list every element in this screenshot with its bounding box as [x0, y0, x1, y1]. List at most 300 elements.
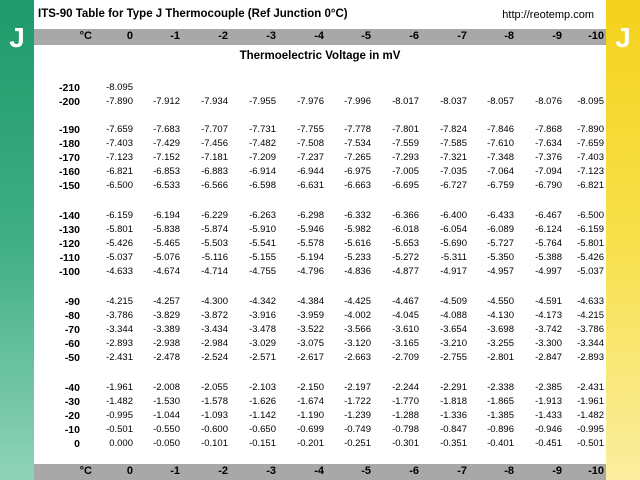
voltage-cell: -7.403: [106, 138, 133, 149]
voltage-cell: -1.482: [577, 410, 604, 421]
voltage-cell: -0.798: [392, 424, 419, 435]
voltage-cell: -3.210: [440, 338, 467, 349]
table-row: [34, 238, 606, 250]
table-row: [34, 266, 606, 278]
voltage-cell: -5.116: [201, 252, 228, 263]
voltage-cell: -7.868: [535, 124, 562, 135]
row-temperature-label: -60: [64, 338, 80, 350]
voltage-cell: -5.801: [106, 224, 133, 235]
voltage-cell: -3.698: [487, 324, 514, 335]
voltage-cell: -0.946: [535, 424, 562, 435]
voltage-cell: -7.035: [440, 166, 467, 177]
voltage-cell: -7.123: [577, 166, 604, 177]
voltage-cell: -3.075: [297, 338, 324, 349]
voltage-cell: -7.348: [487, 152, 514, 163]
voltage-cell: -1.142: [249, 410, 276, 421]
voltage-cell: -6.975: [344, 166, 371, 177]
voltage-cell: -6.159: [577, 224, 604, 235]
row-temperature-label: -150: [58, 180, 80, 192]
voltage-cell: -6.500: [577, 210, 604, 221]
voltage-cell: -7.659: [106, 124, 133, 135]
voltage-cell: -2.431: [106, 352, 133, 363]
voltage-cell: -4.173: [535, 310, 562, 321]
voltage-cell: -3.829: [153, 310, 180, 321]
voltage-cell: -4.997: [535, 266, 562, 277]
voltage-cell: -7.824: [440, 124, 467, 135]
voltage-cell: -2.984: [201, 338, 228, 349]
voltage-cell: -4.002: [344, 310, 371, 321]
table-row: [34, 382, 606, 394]
row-temperature-label: -190: [58, 124, 80, 136]
right-type-letter: J: [615, 22, 631, 53]
voltage-cell: -0.451: [535, 438, 562, 449]
voltage-cell: -0.995: [577, 424, 604, 435]
voltage-cell: -2.524: [201, 352, 228, 363]
row-temperature-label: -210: [58, 82, 80, 94]
voltage-cell: -4.591: [535, 296, 562, 307]
voltage-cell: -3.610: [392, 324, 419, 335]
voltage-cell: -4.714: [201, 266, 228, 277]
voltage-cell: -0.550: [153, 424, 180, 435]
voltage-cell: -7.152: [153, 152, 180, 163]
voltage-cell: -7.890: [577, 124, 604, 135]
voltage-cell: -3.916: [249, 310, 276, 321]
header-top-col-5: -4: [314, 30, 324, 42]
voltage-cell: -3.120: [344, 338, 371, 349]
voltage-cell: -7.429: [153, 138, 180, 149]
voltage-cell: -6.883: [201, 166, 228, 177]
voltage-cell: -8.095: [577, 96, 604, 107]
header-top-col-8: -7: [457, 30, 467, 42]
voltage-cell: -4.550: [487, 296, 514, 307]
header-top-col-1: 0: [126, 30, 133, 42]
voltage-cell: -7.890: [106, 96, 133, 107]
voltage-cell: -0.301: [392, 438, 419, 449]
row-temperature-label: -10: [64, 424, 80, 436]
voltage-cell: -2.008: [153, 382, 180, 393]
voltage-cell: -4.755: [249, 266, 276, 277]
voltage-cell: -3.029: [249, 338, 276, 349]
voltage-cell: -5.503: [201, 238, 228, 249]
voltage-cell: -4.300: [201, 296, 228, 307]
table-row: [34, 166, 606, 178]
voltage-cell: -5.426: [577, 252, 604, 263]
voltage-cell: -5.578: [297, 238, 324, 249]
voltage-cell: -6.821: [106, 166, 133, 177]
voltage-cell: -7.403: [577, 152, 604, 163]
voltage-cell: -0.600: [201, 424, 228, 435]
voltage-cell: -3.434: [201, 324, 228, 335]
voltage-cell: -5.350: [487, 252, 514, 263]
voltage-cell: -6.400: [440, 210, 467, 221]
voltage-cell: -1.433: [535, 410, 562, 421]
voltage-cell: -2.338: [487, 382, 514, 393]
voltage-table: [34, 0, 606, 480]
voltage-cell: -5.155: [249, 252, 276, 263]
voltage-cell: -5.874: [201, 224, 228, 235]
header-bottom-col-4: -3: [266, 465, 276, 477]
voltage-cell: -2.571: [249, 352, 276, 363]
header-top-col-7: -6: [409, 30, 419, 42]
table-row: [34, 396, 606, 408]
voltage-cell: -5.465: [153, 238, 180, 249]
header-bottom-col-3: -2: [218, 465, 228, 477]
voltage-cell: -7.996: [344, 96, 371, 107]
voltage-cell: -7.376: [535, 152, 562, 163]
voltage-cell: -5.037: [577, 266, 604, 277]
voltage-cell: -0.749: [344, 424, 371, 435]
column-header-bottom: [34, 464, 606, 480]
row-temperature-label: -50: [64, 352, 80, 364]
row-temperature-label: -120: [58, 238, 80, 250]
voltage-cell: -2.150: [297, 382, 324, 393]
voltage-cell: -6.944: [297, 166, 324, 177]
voltage-cell: -7.683: [153, 124, 180, 135]
voltage-cell: -5.690: [440, 238, 467, 249]
table-row: [34, 82, 606, 94]
voltage-cell: -6.759: [487, 180, 514, 191]
voltage-cell: -3.478: [249, 324, 276, 335]
voltage-cell: -2.244: [392, 382, 419, 393]
source-url: http://reotemp.com: [502, 9, 594, 21]
row-temperature-label: 0: [74, 438, 80, 450]
row-temperature-label: -30: [64, 396, 80, 408]
voltage-cell: -4.215: [577, 310, 604, 321]
voltage-cell: -6.332: [344, 210, 371, 221]
table-row: [34, 324, 606, 336]
voltage-cell: -1.093: [201, 410, 228, 421]
voltage-cell: -1.190: [297, 410, 324, 421]
table-row: [34, 438, 606, 450]
voltage-cell: -0.151: [249, 438, 276, 449]
voltage-cell: -2.847: [535, 352, 562, 363]
voltage-cell: -5.653: [392, 238, 419, 249]
voltage-cell: -3.872: [201, 310, 228, 321]
voltage-cell: -6.054: [440, 224, 467, 235]
voltage-cell: -1.530: [153, 396, 180, 407]
header-bottom-col-0: °C: [79, 465, 92, 477]
voltage-cell: -2.431: [577, 382, 604, 393]
voltage-cell: -8.076: [535, 96, 562, 107]
voltage-cell: -4.257: [153, 296, 180, 307]
header-bottom-col-9: -8: [504, 465, 514, 477]
voltage-cell: -1.818: [440, 396, 467, 407]
voltage-cell: -5.076: [153, 252, 180, 263]
table-row: [34, 352, 606, 364]
table-row: [34, 338, 606, 350]
header-bottom-col-6: -5: [361, 465, 371, 477]
voltage-cell: -3.344: [577, 338, 604, 349]
voltage-cell: -7.123: [106, 152, 133, 163]
voltage-cell: -3.654: [440, 324, 467, 335]
voltage-cell: -4.509: [440, 296, 467, 307]
voltage-cell: -4.215: [106, 296, 133, 307]
voltage-cell: -7.801: [392, 124, 419, 135]
row-temperature-label: -170: [58, 152, 80, 164]
table-row: [34, 180, 606, 192]
voltage-cell: -6.194: [153, 210, 180, 221]
voltage-cell: -3.742: [535, 324, 562, 335]
header-top-col-9: -8: [504, 30, 514, 42]
table-row: [34, 310, 606, 322]
voltage-cell: -7.209: [249, 152, 276, 163]
voltage-cell: -6.566: [201, 180, 228, 191]
voltage-cell: -6.433: [487, 210, 514, 221]
voltage-cell: -7.321: [440, 152, 467, 163]
voltage-cell: -7.508: [297, 138, 324, 149]
voltage-cell: -4.633: [577, 296, 604, 307]
voltage-cell: -3.786: [106, 310, 133, 321]
voltage-cell: -7.755: [297, 124, 324, 135]
table-row: [34, 424, 606, 436]
voltage-cell: -4.917: [440, 266, 467, 277]
voltage-cell: -6.533: [153, 180, 180, 191]
voltage-cell: -5.541: [249, 238, 276, 249]
row-temperature-label: -110: [59, 252, 80, 264]
voltage-cell: -6.500: [106, 180, 133, 191]
header-top-col-2: -1: [170, 30, 180, 42]
voltage-cell: -1.239: [344, 410, 371, 421]
voltage-cell: -5.426: [106, 238, 133, 249]
voltage-cell: -2.197: [344, 382, 371, 393]
voltage-cell: -1.961: [577, 396, 604, 407]
voltage-cell: -0.501: [577, 438, 604, 449]
voltage-cell: -6.467: [535, 210, 562, 221]
page-title: ITS-90 Table for Type J Thermocouple (Ref Junction 0°C): [38, 8, 348, 20]
voltage-cell: -1.674: [297, 396, 324, 407]
voltage-cell: -4.796: [297, 266, 324, 277]
voltage-cell: -3.566: [344, 324, 371, 335]
voltage-cell: -6.790: [535, 180, 562, 191]
voltage-cell: -7.482: [249, 138, 276, 149]
row-temperature-label: -20: [64, 410, 80, 422]
voltage-cell: -2.663: [344, 352, 371, 363]
voltage-cell: -3.786: [577, 324, 604, 335]
voltage-cell: -6.018: [392, 224, 419, 235]
voltage-cell: -2.478: [153, 352, 180, 363]
voltage-cell: -4.130: [487, 310, 514, 321]
voltage-cell: -1.961: [106, 382, 133, 393]
voltage-cell: -1.578: [201, 396, 228, 407]
voltage-cell: -1.482: [106, 396, 133, 407]
left-color-band: [0, 0, 34, 480]
voltage-cell: -3.165: [392, 338, 419, 349]
voltage-cell: -5.037: [106, 252, 133, 263]
voltage-cell: -8.057: [487, 96, 514, 107]
voltage-cell: -4.467: [392, 296, 419, 307]
voltage-cell: -0.650: [249, 424, 276, 435]
voltage-cell: -7.094: [535, 166, 562, 177]
voltage-cell: -1.722: [344, 396, 371, 407]
table-row: [34, 252, 606, 264]
voltage-cell: -4.425: [344, 296, 371, 307]
voltage-cell: -0.050: [153, 438, 180, 449]
voltage-cell: -2.103: [249, 382, 276, 393]
voltage-cell: -1.865: [487, 396, 514, 407]
voltage-cell: -5.764: [535, 238, 562, 249]
voltage-cell: -1.626: [249, 396, 276, 407]
voltage-cell: -7.976: [297, 96, 324, 107]
voltage-cell: -7.731: [249, 124, 276, 135]
table-row: [34, 224, 606, 236]
voltage-cell: -7.912: [153, 96, 180, 107]
voltage-cell: -6.089: [487, 224, 514, 235]
voltage-cell: -7.846: [487, 124, 514, 135]
voltage-cell: -3.522: [297, 324, 324, 335]
voltage-cell: -3.959: [297, 310, 324, 321]
row-temperature-label: -80: [64, 310, 80, 322]
voltage-cell: -0.401: [487, 438, 514, 449]
voltage-cell: -8.037: [440, 96, 467, 107]
voltage-cell: -6.229: [201, 210, 228, 221]
table-row: [34, 96, 606, 108]
row-temperature-label: -40: [64, 382, 80, 394]
voltage-cell: -5.801: [577, 238, 604, 249]
voltage-cell: -6.727: [440, 180, 467, 191]
voltage-cell: -4.674: [153, 266, 180, 277]
voltage-cell: -4.877: [392, 266, 419, 277]
table-row: [34, 138, 606, 150]
header-top-col-3: -2: [218, 30, 228, 42]
voltage-cell: -7.181: [201, 152, 228, 163]
header-bottom-col-10: -9: [552, 465, 562, 477]
voltage-cell: -3.389: [153, 324, 180, 335]
voltage-cell: -4.957: [487, 266, 514, 277]
voltage-cell: -6.124: [535, 224, 562, 235]
voltage-cell: -6.298: [297, 210, 324, 221]
voltage-cell: -1.288: [392, 410, 419, 421]
voltage-cell: -4.836: [344, 266, 371, 277]
voltage-cell: 0.000: [109, 438, 133, 449]
header-bottom-col-8: -7: [457, 465, 467, 477]
voltage-cell: -6.695: [392, 180, 419, 191]
table-subtitle: Thermoelectric Voltage in mV: [239, 50, 401, 62]
voltage-cell: -6.853: [153, 166, 180, 177]
table-row: [34, 124, 606, 136]
voltage-cell: -7.005: [392, 166, 419, 177]
row-temperature-label: -140: [58, 210, 80, 222]
row-temperature-label: -180: [58, 138, 80, 150]
voltage-cell: -3.255: [487, 338, 514, 349]
header-top-col-4: -3: [266, 30, 276, 42]
voltage-cell: -2.617: [297, 352, 324, 363]
voltage-cell: -2.291: [440, 382, 467, 393]
header-bottom-col-5: -4: [314, 465, 324, 477]
voltage-cell: -0.201: [297, 438, 324, 449]
voltage-cell: -0.351: [440, 438, 467, 449]
voltage-cell: -6.663: [344, 180, 371, 191]
left-type-letter: J: [9, 22, 25, 53]
voltage-cell: -6.631: [297, 180, 324, 191]
voltage-cell: -0.896: [487, 424, 514, 435]
voltage-cell: -8.095: [106, 82, 133, 93]
row-temperature-label: -100: [58, 266, 80, 278]
row-temperature-label: -160: [58, 166, 80, 178]
voltage-cell: -1.385: [487, 410, 514, 421]
voltage-cell: -7.610: [487, 138, 514, 149]
voltage-cell: -2.801: [487, 352, 514, 363]
header-bottom-col-7: -6: [409, 465, 419, 477]
voltage-cell: -6.159: [106, 210, 133, 221]
row-temperature-label: -90: [64, 296, 80, 308]
voltage-cell: -2.055: [201, 382, 228, 393]
voltage-cell: -5.272: [392, 252, 419, 263]
voltage-cell: -6.914: [249, 166, 276, 177]
voltage-cell: -2.893: [106, 338, 133, 349]
voltage-cell: -7.659: [577, 138, 604, 149]
table-row: [34, 410, 606, 422]
voltage-cell: -4.633: [106, 266, 133, 277]
voltage-cell: -6.366: [392, 210, 419, 221]
voltage-cell: -7.955: [249, 96, 276, 107]
table-row: [34, 296, 606, 308]
header-top-col-0: °C: [79, 30, 92, 42]
voltage-cell: -7.265: [344, 152, 371, 163]
voltage-cell: -2.709: [392, 352, 419, 363]
header-top-col-6: -5: [361, 30, 371, 42]
voltage-cell: -7.778: [344, 124, 371, 135]
voltage-cell: -0.101: [201, 438, 228, 449]
table-row: [34, 152, 606, 164]
voltage-cell: -4.045: [392, 310, 419, 321]
voltage-cell: -0.847: [440, 424, 467, 435]
voltage-cell: -0.995: [106, 410, 133, 421]
voltage-cell: -2.938: [153, 338, 180, 349]
header-bottom-col-11: -10: [588, 465, 604, 477]
voltage-cell: -7.456: [201, 138, 228, 149]
voltage-cell: -7.534: [344, 138, 371, 149]
voltage-cell: -1.913: [535, 396, 562, 407]
voltage-cell: -7.634: [535, 138, 562, 149]
voltage-cell: -1.336: [440, 410, 467, 421]
voltage-cell: -5.311: [440, 252, 467, 263]
table-page: [34, 0, 606, 480]
voltage-cell: -7.707: [201, 124, 228, 135]
voltage-cell: -5.616: [344, 238, 371, 249]
voltage-cell: -4.384: [297, 296, 324, 307]
header-top-col-10: -9: [552, 30, 562, 42]
table-row: [34, 210, 606, 222]
voltage-cell: -5.982: [344, 224, 371, 235]
voltage-cell: -7.237: [297, 152, 324, 163]
voltage-cell: -7.559: [392, 138, 419, 149]
voltage-cell: -0.251: [344, 438, 371, 449]
voltage-cell: -3.300: [535, 338, 562, 349]
row-temperature-label: -200: [58, 96, 80, 108]
voltage-cell: -7.934: [201, 96, 228, 107]
header-bottom-col-2: -1: [170, 465, 180, 477]
voltage-cell: -5.233: [344, 252, 371, 263]
voltage-cell: -0.699: [297, 424, 324, 435]
voltage-cell: -5.194: [297, 252, 324, 263]
voltage-cell: -5.727: [487, 238, 514, 249]
row-temperature-label: -70: [64, 324, 80, 336]
voltage-cell: -8.017: [392, 96, 419, 107]
row-temperature-label: -130: [58, 224, 80, 236]
voltage-cell: -5.838: [153, 224, 180, 235]
voltage-cell: -1.770: [392, 396, 419, 407]
voltage-cell: -5.910: [249, 224, 276, 235]
voltage-cell: -4.342: [249, 296, 276, 307]
voltage-cell: -6.263: [249, 210, 276, 221]
header-bottom-col-1: 0: [126, 465, 133, 477]
voltage-cell: -4.088: [440, 310, 467, 321]
header-top-col-11: -10: [588, 30, 604, 42]
voltage-cell: -7.585: [440, 138, 467, 149]
voltage-cell: -7.293: [392, 152, 419, 163]
voltage-cell: -5.946: [297, 224, 324, 235]
voltage-cell: -6.821: [577, 180, 604, 191]
